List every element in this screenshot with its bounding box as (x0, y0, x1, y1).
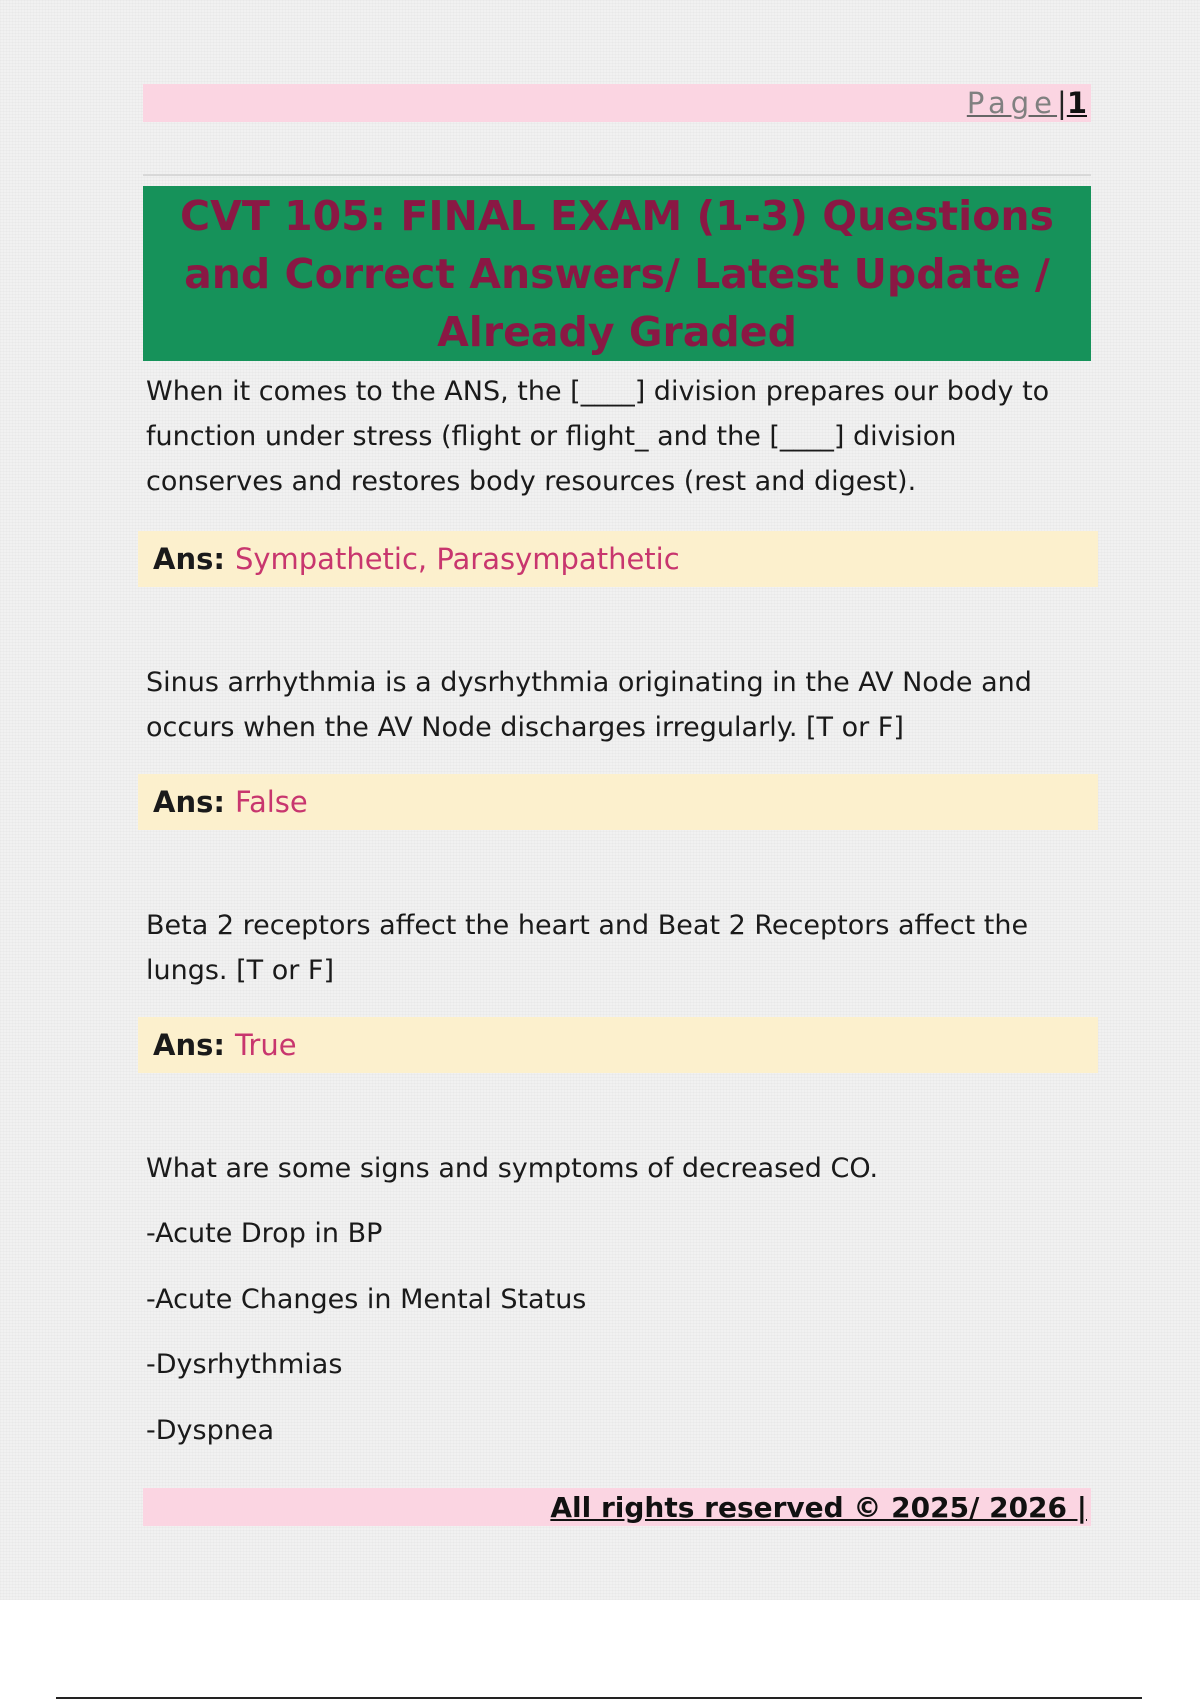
copyright-notice: All rights reserved © 2025/ 2026 | (550, 1490, 1087, 1524)
list-item: -Dysrhythmias (146, 1349, 343, 1380)
answer-value: Sympathetic, Parasympathetic (234, 542, 680, 576)
list-item: -Acute Drop in BP (146, 1218, 383, 1249)
question-4: What are some signs and symptoms of decreased CO. (146, 1153, 879, 1184)
page-footer (143, 1488, 1091, 1526)
answer-box-2 (138, 774, 1098, 830)
answer-label: Ans: (153, 1028, 225, 1062)
answer-label: Ans: (153, 542, 225, 576)
question-2: Sinus arrhythmia is a dysrhythmia originating in the AV Node and occurs when the AV Node discharges irregularly. [T or F] (146, 667, 1032, 743)
list-item: -Acute Changes in Mental Status (146, 1284, 587, 1315)
list-item: -Dyspnea (146, 1415, 274, 1446)
answer-value: False (234, 785, 308, 819)
page-bottom-rule (56, 1697, 1142, 1699)
question-3: Beta 2 receptors affect the heart and Beat 2 Receptors affect the lungs. [T or F] (146, 910, 1029, 986)
page-separator: | (1057, 86, 1067, 120)
document-title: CVT 105: FINAL EXAM (1-3) Questions and Correct Answers/ Latest Update / Already Graded (180, 191, 1054, 356)
page-number-indicator (967, 86, 1087, 120)
answer-box-1 (138, 531, 1098, 587)
answer-box-3 (138, 1017, 1098, 1073)
answer-value: True (234, 1028, 297, 1062)
page-header (143, 84, 1091, 122)
title-banner (143, 186, 1091, 361)
answer-label: Ans: (153, 785, 225, 819)
header-divider (143, 174, 1091, 176)
page-label: Page (966, 86, 1058, 120)
page-number: 1 (1066, 86, 1087, 120)
question-1: When it comes to the ANS, the [____] division prepares our body to function under stress (flight or flight_ and the [____] division conserves and restores body resources (rest and digest). (146, 376, 1050, 497)
